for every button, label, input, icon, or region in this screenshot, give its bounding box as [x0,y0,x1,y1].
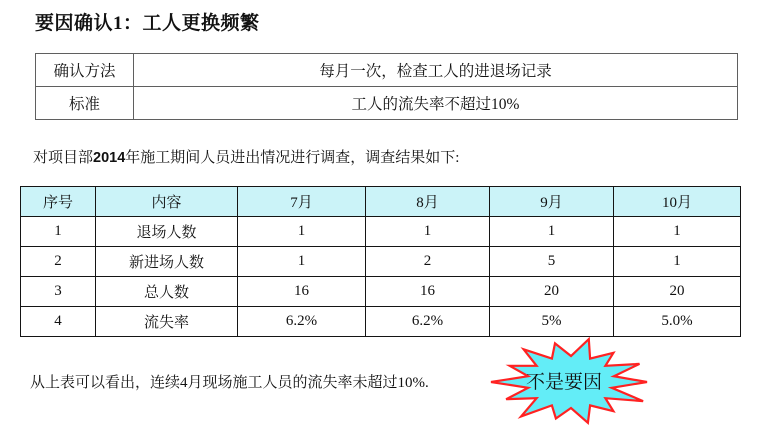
table-cell: 2 [21,247,96,277]
table-row [36,87,738,120]
intro-prefix: 对项目部 [33,150,94,166]
table-row [21,277,741,307]
intro-year: 2014 [93,150,126,166]
table-cell: 4 [21,307,96,337]
conclusion-text: 从上表可以看出，连续4月现场施工人员的流失率未超过10%. [30,375,429,391]
table-cell: 1 [614,247,741,277]
confirm-method-label: 确认方法 [36,54,134,87]
starburst-label: 不是要因 [525,372,603,393]
confirm-method-value: 每月一次，检查工人的进退场记录 [134,54,738,87]
intro-text [33,146,459,167]
table-cell: 流失率 [96,307,238,337]
column-header: 序号 [21,187,96,217]
table-cell: 5 [490,247,614,277]
table-cell: 16 [366,277,490,307]
column-header: 9月 [490,187,614,217]
table-cell: 总人数 [96,277,238,307]
survey-results-table [20,186,741,337]
table-cell: 16 [238,277,366,307]
table-cell: 20 [490,277,614,307]
table-cell: 1 [21,217,96,247]
table-row [21,247,741,277]
column-header: 10月 [614,187,741,217]
confirm-method-table [35,53,738,120]
page-title: 要因确认1：工人更换频繁 [35,13,260,34]
table-row [21,307,741,337]
table-cell: 退场人数 [96,217,238,247]
intro-suffix: 年施工期间人员进出情况进行调查，调查结果如下: [125,150,460,166]
table-cell: 5.0% [614,307,741,337]
standard-label: 标准 [36,87,134,120]
column-header: 8月 [366,187,490,217]
table-cell: 1 [366,217,490,247]
standard-value: 工人的流失率不超过10% [134,87,738,120]
table-cell: 1 [490,217,614,247]
column-header: 7月 [238,187,366,217]
table-cell: 1 [238,247,366,277]
table-header-row [21,187,741,217]
table-cell: 6.2% [238,307,366,337]
starburst-callout [486,334,652,430]
table-row [21,217,741,247]
table-cell: 20 [614,277,741,307]
table-cell: 6.2% [366,307,490,337]
table-cell: 3 [21,277,96,307]
table-cell: 1 [614,217,741,247]
table-cell: 5% [490,307,614,337]
table-cell: 新进场人数 [96,247,238,277]
table-cell: 2 [366,247,490,277]
table-cell: 1 [238,217,366,247]
column-header: 内容 [96,187,238,217]
table-row [36,54,738,87]
